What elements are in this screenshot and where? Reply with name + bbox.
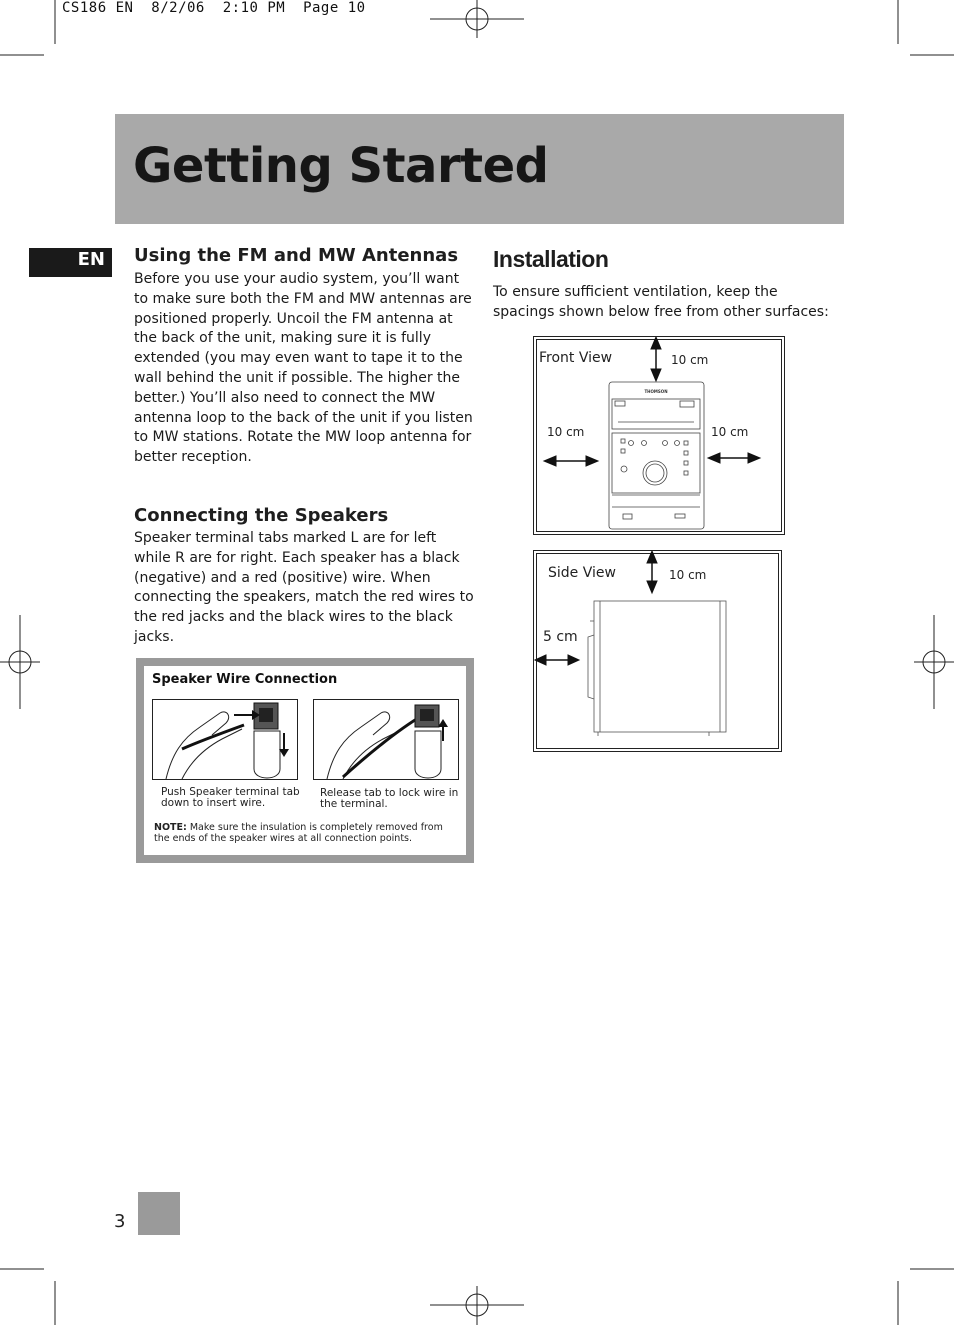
front-view-brand-text: THOMSON: [644, 389, 668, 394]
insulation-note: [154, 822, 454, 844]
front-right-dimension: 10 cm: [711, 425, 749, 439]
push-tab-caption: Push Speaker terminal tab down to insert wire.: [161, 786, 300, 809]
front-left-dimension: 10 cm: [547, 425, 585, 439]
wire-connection-title: Speaker Wire Connection: [152, 672, 338, 687]
front-top-dimension: 10 cm: [671, 353, 709, 367]
print-header: CS186 EN 8/2/06 2:10 PM Page 10: [62, 0, 366, 16]
installation-body: To ensure sufficient ventilation, keep the spacings shown below free from other surfaces:: [493, 284, 829, 320]
page-number: 3: [114, 1211, 126, 1232]
speakers-body: Speaker terminal tabs marked L are for left while R are for right. Each speaker has a black (negative) and a red (positive) wire. When connecting the speakers, match the red wires to the red jacks and the black wires to the black jacks.: [134, 530, 474, 645]
release-tab-caption: Release tab to lock wire in the terminal.: [320, 787, 459, 810]
page-number-block: [138, 1192, 180, 1235]
push-tab-illustration: [152, 699, 298, 781]
front-view-label: Front View: [539, 350, 613, 366]
speaker-wire-connection-panel: [144, 666, 466, 855]
language-tab-label: EN: [77, 249, 105, 270]
release-tab-illustration: [313, 699, 459, 781]
side-left-dimension: 5 cm: [543, 629, 578, 645]
antennas-heading: Using the FM and MW Antennas: [134, 245, 459, 266]
note-label: NOTE:: [154, 822, 187, 833]
speaker-wire-connection-box: [136, 658, 474, 863]
language-tab: [29, 248, 112, 277]
side-view-diagram: [533, 550, 782, 752]
side-view-label: Side View: [548, 565, 616, 581]
antennas-body: Before you use your audio system, you’ll want to make sure both the FM and MW antennas are positioned properly. Uncoil the FM antenna at the back of the unit, making sure it is fully extended (you may even want to tape it to the wall behind the unit if possible. The higher the better.) You’ll also need to connect the MW antenna loop to the back of the unit if you listen to MW stations. Rotate the MW loop antenna for better reception.: [134, 271, 473, 466]
front-view-diagram: [533, 336, 785, 535]
title-band: [115, 114, 844, 224]
page-title: Getting Started: [133, 138, 549, 194]
side-top-dimension: 10 cm: [669, 568, 707, 582]
speakers-heading: Connecting the Speakers: [134, 505, 389, 526]
note-text: Make sure the insulation is completely removed from the ends of the speaker wires at all connection points.: [154, 822, 443, 844]
installation-heading: Installation: [493, 246, 609, 272]
